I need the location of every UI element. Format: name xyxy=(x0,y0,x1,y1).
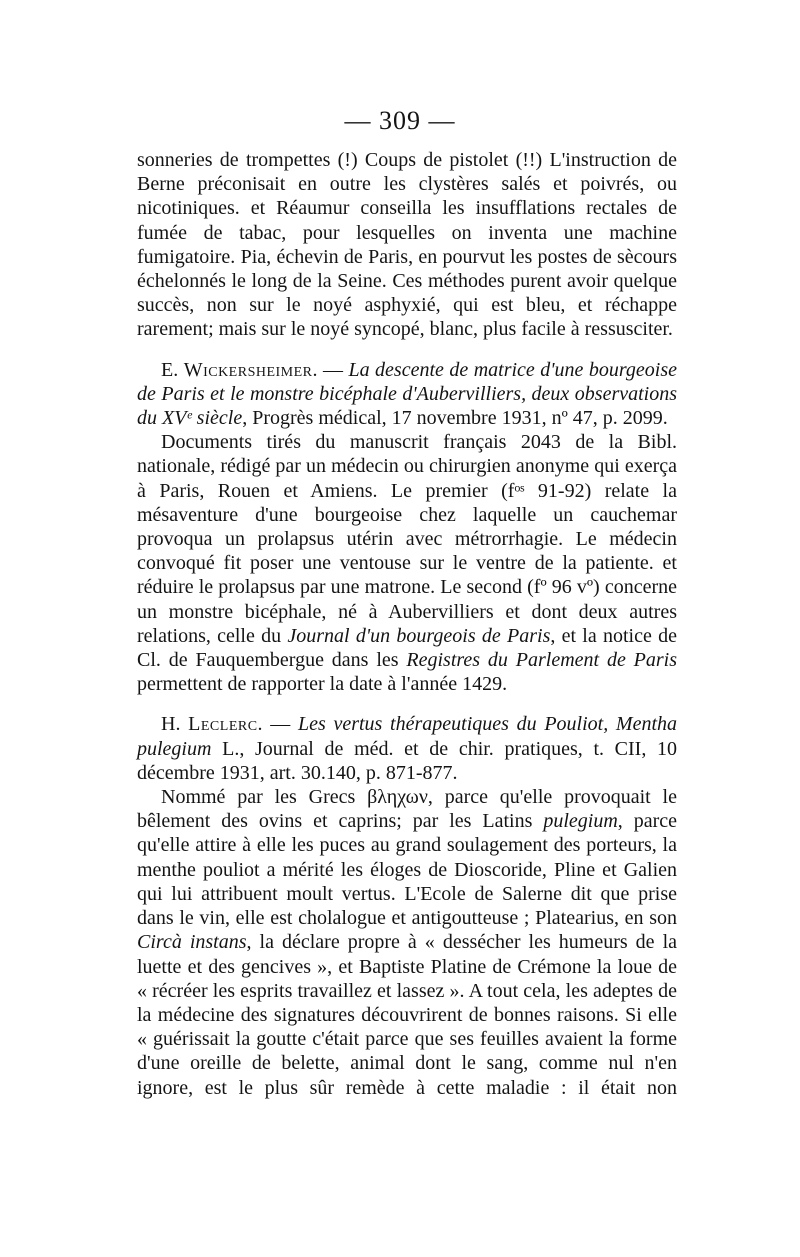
entry-author-name: Leclerc xyxy=(188,713,258,736)
entry-spacer xyxy=(137,696,677,712)
bibliography-entry-wickersheimer xyxy=(137,358,677,431)
bibliography-entry-leclerc xyxy=(137,712,677,785)
entry-dash: . — xyxy=(312,358,349,381)
entry-citation: , Progrès médical, 17 novembre 1931, nº 47, p. 2099. xyxy=(242,407,668,430)
page-number: — 309 — xyxy=(344,106,456,135)
summary-text: Documents tirés du manuscrit français 2043 de la Bibl. nationale, rédigé par un médecin ou chirurgien anonyme qui exerça à Paris, Rouen et Amiens. Le premier (fᵒˢ 91-92) relate la mésaventure d'une bourgeoise chez laquelle un cauchemar provoqua un prolapsus utérin avec métrorrhagie. Le médecin convoqué fit poser une ventouse sur le ventre de la patiente. et réduire le prolapsus par une matrone. Le second (fº 96 vº) concerne un monstre bicéphale, né à Aubervilliers et dont deux autres relations, celle du xyxy=(137,431,677,647)
entry-title: Les vertus thérapeutiques du Pouliot, Mentha pulegium xyxy=(137,713,678,760)
summary-text: Nommé par les Grecs βληχων, parce qu'elle provoquait le bêlement des ovins et caprins; par les Latins xyxy=(137,786,677,833)
summary-text: , la déclare propre à « dessécher les humeurs de la luette et des gencives », et Baptiste Platine de Crémone la loue de « récréer les esprits travaillez et lassez ». A tout cela, les adeptes de la médecine des signatures découvrirent de bonnes raisons. Si elle « guérissait la goutte c'était parce que ses feuilles avaient la forme d'une oreille de belette, animal dont le sang, comme nul n'en ignore, est le plus sûr remède à cette maladie : il était non xyxy=(137,931,678,1099)
summary-text: , parce qu'elle attire à elle les puces au grand soulagement des porteurs, la menthe pouliot a mérité les éloges de Dioscoride, Pline et Galien qui lui attribuent moult vertus. L'Ecole de Salerne dit que prise dans le vin, elle est cholalogue et antigoutteuse ; Platearius, en son xyxy=(137,810,677,930)
entry-summary-wickersheimer xyxy=(137,430,677,696)
entry-author-initial: H. xyxy=(161,713,189,736)
summary-text: , et la notice de Cl. de Fauquembergue dans les xyxy=(137,624,677,672)
journal-title: Journal d'un bourgeois de Paris xyxy=(287,624,551,647)
entry-author-initial: E. xyxy=(161,358,184,381)
entry-summary-leclerc xyxy=(137,785,677,1100)
entry-title: La descente de matrice d'une bourgeoise de Paris et le monstre bicéphale d'Aubervilliers, deux observations du XVᵉ siècle xyxy=(137,358,678,430)
entry-author-name: Wickersheimer xyxy=(183,358,313,381)
paragraph-continued: sonneries de trompettes (!) Coups de pistolet (!!) L'instruction de Berne préconisait en outre les clystères salés et poivrés, ou nicotiniques. et Réaumur conseilla les insufflations rectales de fumée de tabac, pour lesquelles on inventa une machine fumigatoire. Pia, échevin de Paris, en pourvut les postes de sècours échelonnés le long de la Seine. Ces méthodes purent avoir quelque succès, non sur le noyé asphyxié, qui est bleu, et réchappe rarement; mais sur le noyé syncopé, blanc, plus facile à ressusciter. xyxy=(137,149,677,341)
summary-text: permettent de rapporter la date à l'année 1429. xyxy=(137,673,508,696)
pulegium-term: pulegium xyxy=(543,810,618,833)
entry-spacer xyxy=(137,342,677,358)
entry-dash: . — xyxy=(257,713,298,736)
registres-title: Registres du Parlement de Paris xyxy=(406,649,678,672)
entry-citation: L., Journal de méd. et de chir. pratiques, t. CII, 10 décembre 1931, art. 30.140, p. 871-877. xyxy=(137,737,677,784)
page-body xyxy=(137,148,677,1100)
circa-instans-title: Circà instans xyxy=(137,931,247,954)
